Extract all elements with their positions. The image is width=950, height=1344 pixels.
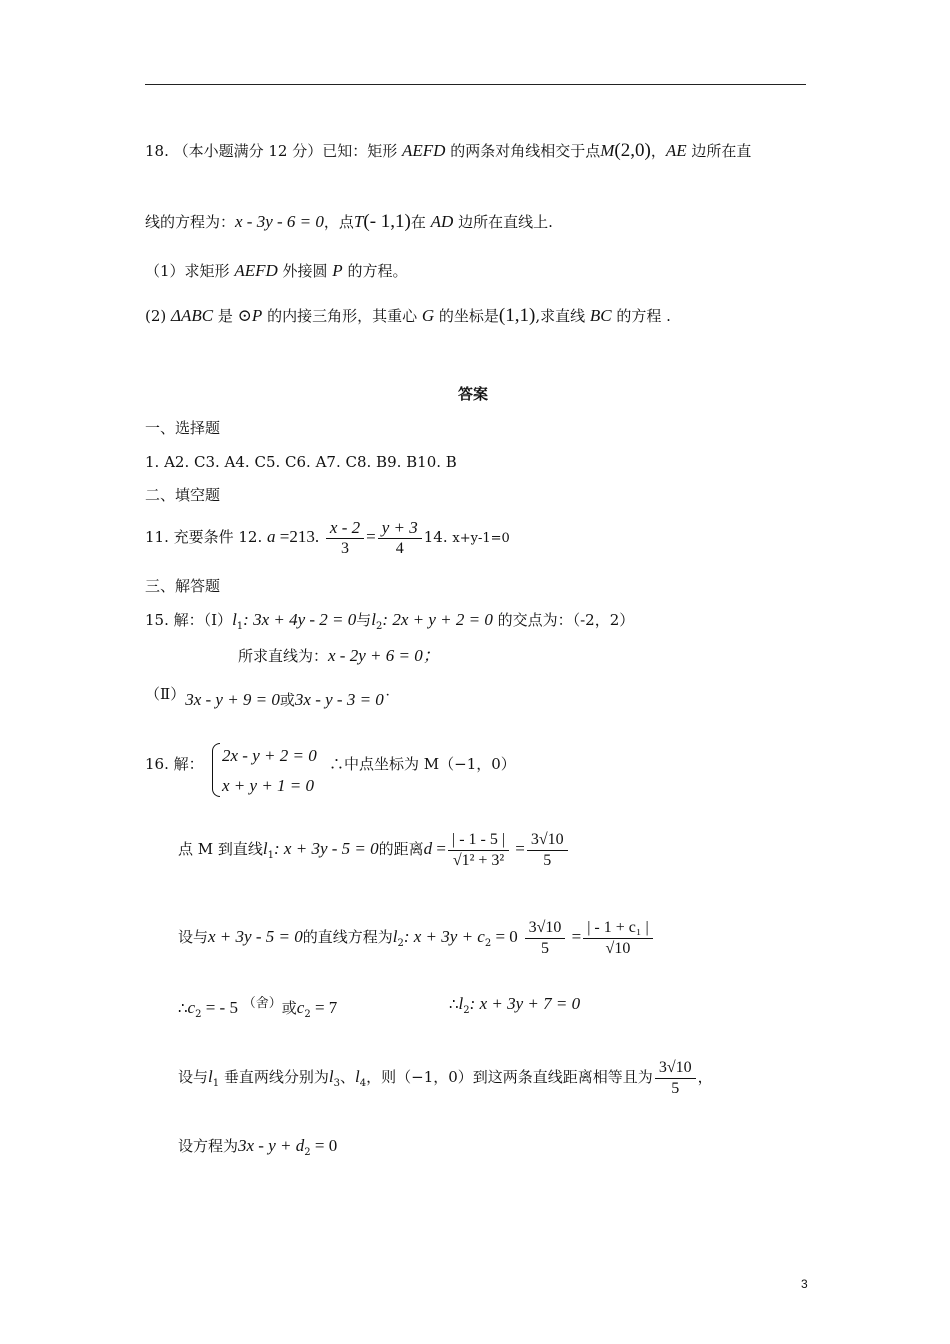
midpoint-result: ∴中点坐标为 M（−1，0） <box>329 755 516 773</box>
solution-15-part1: 15. 解：$(Ⅰ)l_1$: 3x + 4y - 2 = 0与$l_2$: 2x + y + 2 = 0 的交点为：（-2，2） <box>145 610 635 632</box>
distance-result-fraction: $\frac{3√10}{5}$ <box>527 830 568 871</box>
system-eq-2: x + y + 1 = 0 <box>222 776 315 795</box>
distance-fraction: $\frac{| - 1 - 5 |}{\text{√1² + 3²}}$ <box>448 830 509 871</box>
section-multiple-choice: 一、选择题 <box>145 419 221 437</box>
answers-title: 答案 <box>458 385 489 403</box>
system-eq-1: 2x - y + 2 = 0 <box>222 746 317 765</box>
fill-blank-answers: 11. 充要条件 12. a =213. $\frac{x - 2}{3}$ = $\frac{y + 3}{4}$ 14. x+y-1=0 <box>145 517 510 557</box>
section-fill-blank: 二、填空题 <box>145 486 221 504</box>
distance-line: 点 M 到直线$l_1$: x + 3y - 5 = 0的距离d = $\frac{| - 1 - 5 |}{\text{√1² + 3²}}$ = $\frac{3√10}{5}$ <box>178 828 570 877</box>
q18-part2: (2) ΔABC 是 ⊙P 的内接三角形，其重心 G 的坐标是(1,1),求直线 BC 的方程 . <box>145 305 671 326</box>
section-solutions: 三、解答题 <box>145 577 221 595</box>
solution-15-part2: （Ⅱ）3x - y + 9 = 0或3x - y - 3 = 0˙ <box>145 685 390 709</box>
equal-distance-fraction: $\frac{3√10}{5}$ <box>655 1058 696 1099</box>
fraction-y: $\frac{y + 3}{4}$ <box>378 518 422 559</box>
page-number: 3 <box>801 1277 808 1291</box>
header-rule <box>145 84 806 85</box>
perpendicular-line: 设与$l_1$ 垂直两线分别为$l_3$、$l_4$，则（−1，0）到这两条直线距离相等且为 $\frac{3√10}{5}$ ， <box>178 1058 713 1097</box>
q18-line2: 线的方程为：x - 3y - 6 = 0，点T(- 1,1)在 AD 边所在直线上. <box>145 211 553 232</box>
final-equation-setup: 设方程为$3x - y + d_2 = 0$ <box>178 1136 338 1158</box>
l2-final: $\therefore l_2$: x + 3y + 7 = 0 <box>449 994 581 1016</box>
fraction-x: $\frac{x - 2}{3}$ <box>326 518 364 559</box>
solution-15-required-line: 所求直线为：x - 2y + 6 = 0； <box>238 646 440 665</box>
parallel-fraction-right: $\frac{\text{| - 1 + c₁ |}}{√10}$ <box>583 918 652 959</box>
q18-part1: （1）求矩形 AEFD 外接圆 P 的方程。 <box>145 261 408 280</box>
parallel-fraction-left: $\frac{3√10}{5}$ <box>525 918 566 959</box>
q18-line1: 18. （本小题满分 12 分）已知：矩形 AEFD 的两条对角线相交于点M(2,0)，AE 边所在直 <box>145 140 752 161</box>
multiple-choice-answers: 1. A2. C3. A4. C5. C6. A7. C8. B9. B10. B <box>145 453 457 471</box>
system-brace <box>212 743 220 797</box>
solution-16-label: 16. 解： <box>145 755 204 773</box>
c2-values: $\therefore c_2$ = - 5 （舍）或$c_2 = 7$ <box>178 996 338 1020</box>
parallel-line: 设与x + 3y - 5 = 0的直线方程为$l_2$: $x + 3y + c_2 = 0$ $\frac{3√10}{5}$ = $\frac{\text{| - 1 + c₁ |}}{√10}$ <box>178 916 655 965</box>
